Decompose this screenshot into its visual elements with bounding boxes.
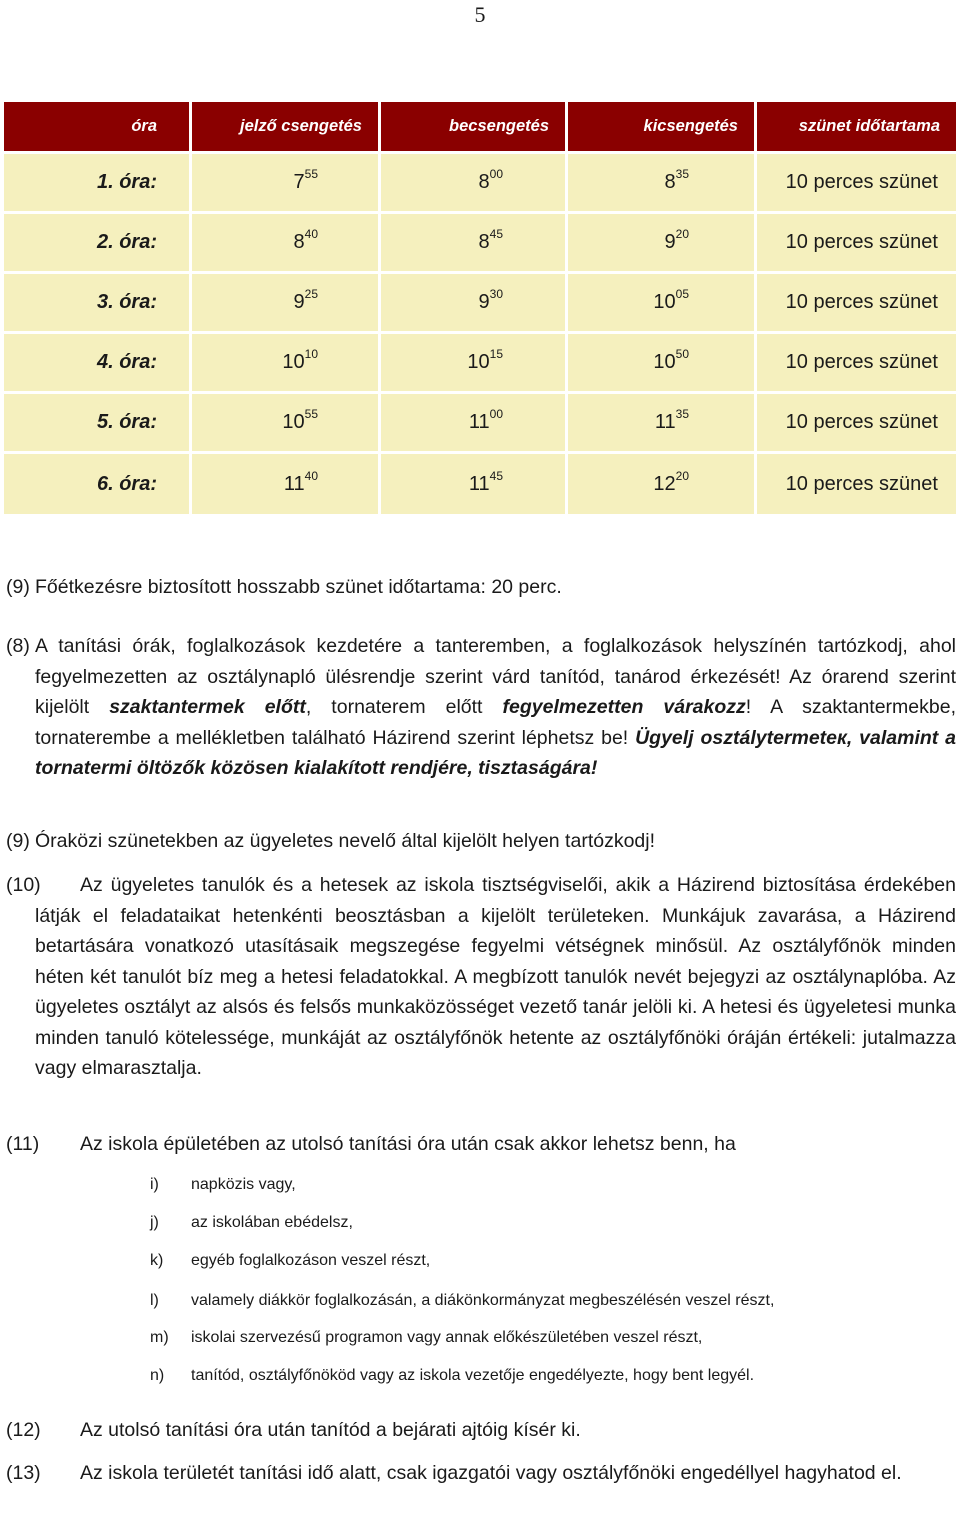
paragraph-text: (12) Az utolsó tanítási óra után tanítód a bejárati ajtóig kísér ki.	[35, 1415, 956, 1446]
end-bell-cell: $11^{35}$	[568, 394, 757, 454]
paragraph-number: (8)	[6, 635, 30, 657]
break-duration-cell: 10 perces szünet	[757, 154, 956, 214]
paragraph-number: (12)	[6, 1419, 41, 1441]
lesson-cell: 5. óra:	[4, 394, 192, 454]
paragraph-number: (11)	[6, 1133, 40, 1155]
list-item: i) napközis vagy,	[150, 1176, 296, 1193]
start-bell-cell: $9^{30}$	[381, 274, 568, 334]
paragraph-number: (10)	[6, 874, 41, 896]
end-bell-cell: $8^{35}$	[568, 154, 757, 214]
break-duration-cell: 10 perces szünet	[757, 394, 956, 454]
emphasis-text: fegyelmezetten várakozz	[502, 696, 746, 718]
table-row	[4, 334, 956, 394]
list-item: l) valamely diákkör foglalkozásán, a diákönkormányzat megbeszélésén veszel részt,	[150, 1292, 775, 1309]
paragraph-arrival	[6, 631, 956, 784]
signal-bell-cell: $11^{40}$	[192, 454, 381, 514]
emphasis-text: szaktantermek előtt	[109, 696, 306, 718]
paragraph-duty-students	[6, 870, 956, 1084]
paragraph-number: (9)	[6, 576, 30, 598]
end-bell-cell: $12^{20}$	[568, 454, 757, 514]
paragraph-text: (11) Az iskola épületében az utolsó tanítási óra után csak akkor lehetsz benn, ha	[35, 1129, 956, 1160]
table-row	[4, 274, 956, 334]
lesson-cell: 1. óra:	[4, 154, 192, 214]
signal-bell-cell: $10^{10}$	[192, 334, 381, 394]
list-item: n) tanítód, osztályfőnököd vagy az iskola vezetője engedélyezte, hogy bent legyél.	[150, 1367, 755, 1384]
emphasis-text: Ügyelj osztálytermeteк, valamint a tornatermi öltözők közösen kialakított rendjére, tisztaságára!	[35, 726, 956, 779]
end-bell-cell: $10^{50}$	[568, 334, 757, 394]
table-header-row	[4, 102, 956, 154]
start-bell-cell: $10^{15}$	[381, 334, 568, 394]
paragraph-main-break	[6, 572, 956, 603]
end-bell-cell: $10^{05}$	[568, 274, 757, 334]
lesson-cell: 2. óra:	[4, 214, 192, 274]
paragraph-text: Óraközi szünetekben az ügyeletes nevelő által kijelölt helyen tartózkodj!	[35, 830, 656, 852]
break-duration-cell: 10 perces szünet	[757, 454, 956, 514]
signal-bell-cell: $9^{25}$	[192, 274, 381, 334]
paragraph-after-lessons	[6, 1129, 956, 1160]
paragraph-number: (9)	[6, 830, 30, 852]
bell-schedule-table	[4, 102, 956, 514]
paragraph-text: (10) Az ügyeletes tanulók és a hetesek az iskola tisztségviselői, akik a Házirend biztosítása érdekében látják el feladataikat hetenkénti beosztásban a kijelölt területeken. Munkájuk zavarása, a Házirend betartására vonatkozó utasításaik megszegése fegyelmi vétségnek minősül. Az osztályfőnök minden héten két tanulót bíz meg a hetesi feladatokkal. A megbízott tanulók nevét bejegyzi az osztálynaplóba. Az ügyeletes osztályt az alsós és felsős munkaközösséget vezető tanár jelöli ki. A hetesi és ügyeletesi munka minden tanuló kötelessége, munkáját az osztályfőnök hetente az osztályfőnöki óráján értékeli: jutalmazza vagy elmarasztalja.	[35, 870, 956, 1084]
list-item: m) iskolai szervezésű programon vagy annak előkészületében veszel részt,	[150, 1329, 703, 1346]
header-lesson: óra	[4, 102, 192, 154]
lesson-cell: 4. óra:	[4, 334, 192, 394]
list-item: j) az iskolában ebédelsz,	[150, 1214, 353, 1231]
table-row	[4, 214, 956, 274]
paragraph-text: A tanítási órák, foglalkozások kezdetére a tanteremben, a foglalkozások helyszínén tartózkodj, ahol fegyelmezetten az osztálynapló ülésrendje szerint várd tanítód, tanárod érkezését! Az órarend szerint kijelölt szaktantermek előtt, tornaterem előtt fegyelmezetten várakozz! A szaktantermekbe, tornaterembe a mellékletben található Házirend szerint léphetsz be! Ügyelj osztálytermeteк, valamint a tornatermi öltözők közösen kialakított rendjére, tisztaságára!	[35, 635, 956, 779]
header-end-bell: kicsengetés	[568, 102, 757, 154]
end-bell-cell: $9^{20}$	[568, 214, 757, 274]
start-bell-cell: $11^{00}$	[381, 394, 568, 454]
break-duration-cell: 10 perces szünet	[757, 214, 956, 274]
lesson-cell: 6. óra:	[4, 454, 192, 514]
lesson-cell: 3. óra:	[4, 274, 192, 334]
paragraph-text: (13) Az iskola területét tanítási idő alatt, csak igazgatói vagy osztályfőnöki engedéllyel hagyhatod el.	[35, 1458, 956, 1489]
start-bell-cell: $8^{45}$	[381, 214, 568, 274]
header-start-bell: becsengetés	[381, 102, 568, 154]
start-bell-cell: $8^{00}$	[381, 154, 568, 214]
break-duration-cell: 10 perces szünet	[757, 274, 956, 334]
page-number: 5	[474, 2, 486, 27]
header-break-duration: szünet időtartama	[757, 102, 956, 154]
table-row	[4, 454, 956, 514]
signal-bell-cell: $10^{55}$	[192, 394, 381, 454]
paragraph-escort	[6, 1415, 956, 1446]
header-signal-bell: jelző csengetés	[192, 102, 381, 154]
start-bell-cell: $11^{45}$	[381, 454, 568, 514]
table-row	[4, 394, 956, 454]
paragraph-leaving-premises	[6, 1458, 956, 1489]
list-item: k) egyéb foglalkozáson veszel részt,	[150, 1252, 431, 1269]
paragraph-recess	[6, 826, 956, 857]
break-duration-cell: 10 perces szünet	[757, 334, 956, 394]
signal-bell-cell: $8^{40}$	[192, 214, 381, 274]
paragraph-text: Főétkezésre biztosított hosszabb szünet időtartama: 20 perc.	[35, 576, 562, 598]
table-row	[4, 154, 956, 214]
signal-bell-cell: $7^{55}$	[192, 154, 381, 214]
paragraph-number: (13)	[6, 1462, 41, 1484]
